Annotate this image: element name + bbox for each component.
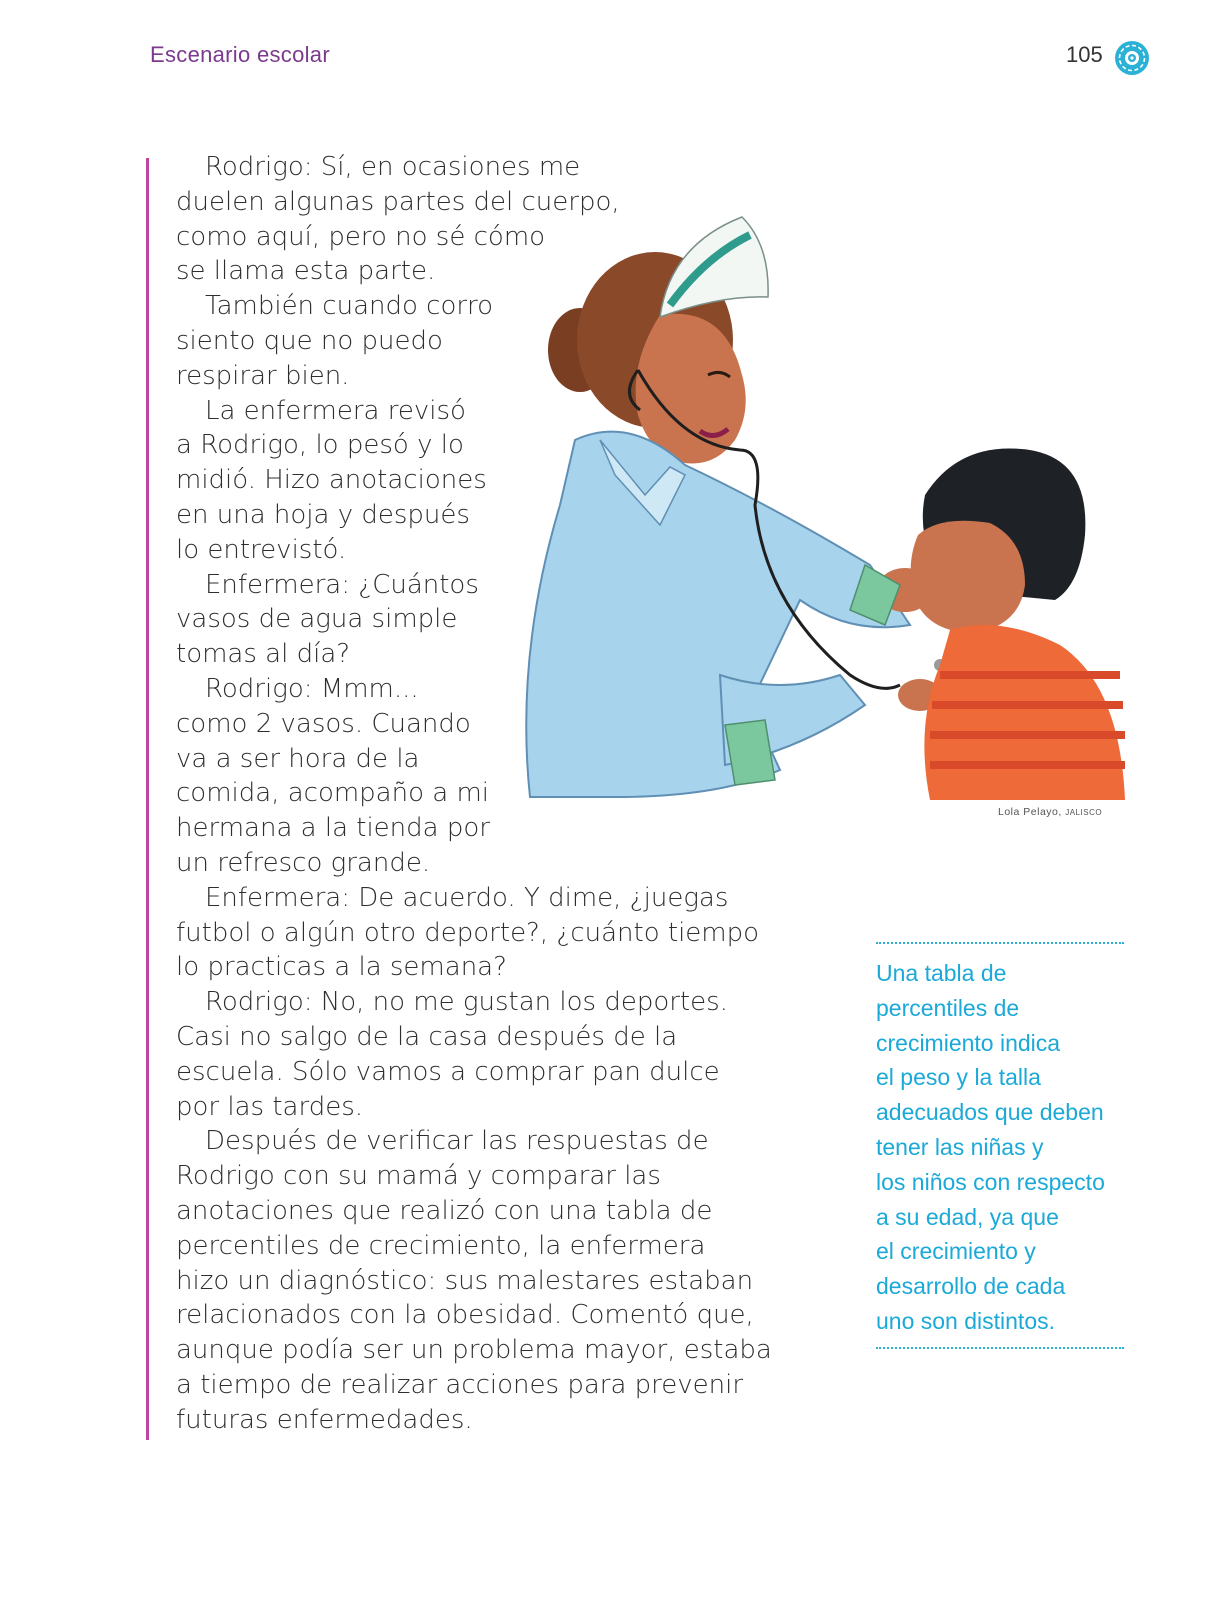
- side-note: [876, 942, 1124, 1349]
- margin-bar: [146, 158, 149, 1440]
- paragraph: Rodrigo: No, no me gustan los deportes. Casi no salgo de la casa después de la escuela. Sólo vamos a comprar pan dulce por las tardes.: [176, 987, 728, 1122]
- paragraph: Rodrigo: Mmm... como 2 vasos. Cuando va a ser hora de la comida, acompaño a mi hermana a la tienda por un refresco grande.: [176, 674, 490, 878]
- side-note-text: Una tabla de percentiles de crecimiento indica el peso y la talla adecuados que deben tener las niñas y los niños con respecto a su edad, ya que el crecimiento y desarrollo de cada uno son distintos.: [876, 960, 1105, 1334]
- paragraph: Enfermera: ¿Cuántos vasos de agua simple tomas al día?: [176, 569, 479, 670]
- paragraph: También cuando corro siento que no puedo respirar bien.: [176, 291, 494, 391]
- illustration-credit: Lola Pelayo, JALISCO: [998, 806, 1103, 818]
- dotted-divider-bottom: [876, 1347, 1124, 1349]
- page-number: 105: [1066, 42, 1103, 67]
- section-title: Escenario escolar: [150, 42, 330, 67]
- paragraph: Enfermera: De acuerdo. Y dime, ¿juegas futbol o algún otro deporte?, ¿cuánto tiempo lo practicas a la semana?: [176, 882, 760, 983]
- nurse-examining-boy-illustration: [520, 205, 1130, 800]
- paragraph: Rodrigo: Sí, en ocasiones me duelen algunas partes del cuerpo, como aquí, pero no sé cómo se llama esta parte.: [176, 152, 620, 287]
- paragraph: Después de verificar las respuestas de Rodrigo con su mamá y comparar las anotaciones que realizó con una tabla de percentiles de crecimiento, la enfermera hizo un diagnóstico: sus malestares estaban relacionados con la obesidad. Comentó que, aunque podía ser un problema mayor, estaba a tiempo de realizar acciones para prevenir futuras enfermedades.: [176, 1126, 772, 1435]
- paragraph: La enfermera revisó a Rodrigo, lo pesó y lo midió. Hizo anotaciones en una hoja y después lo entrevistó.: [176, 395, 487, 565]
- page-emblem-icon: [1114, 40, 1150, 76]
